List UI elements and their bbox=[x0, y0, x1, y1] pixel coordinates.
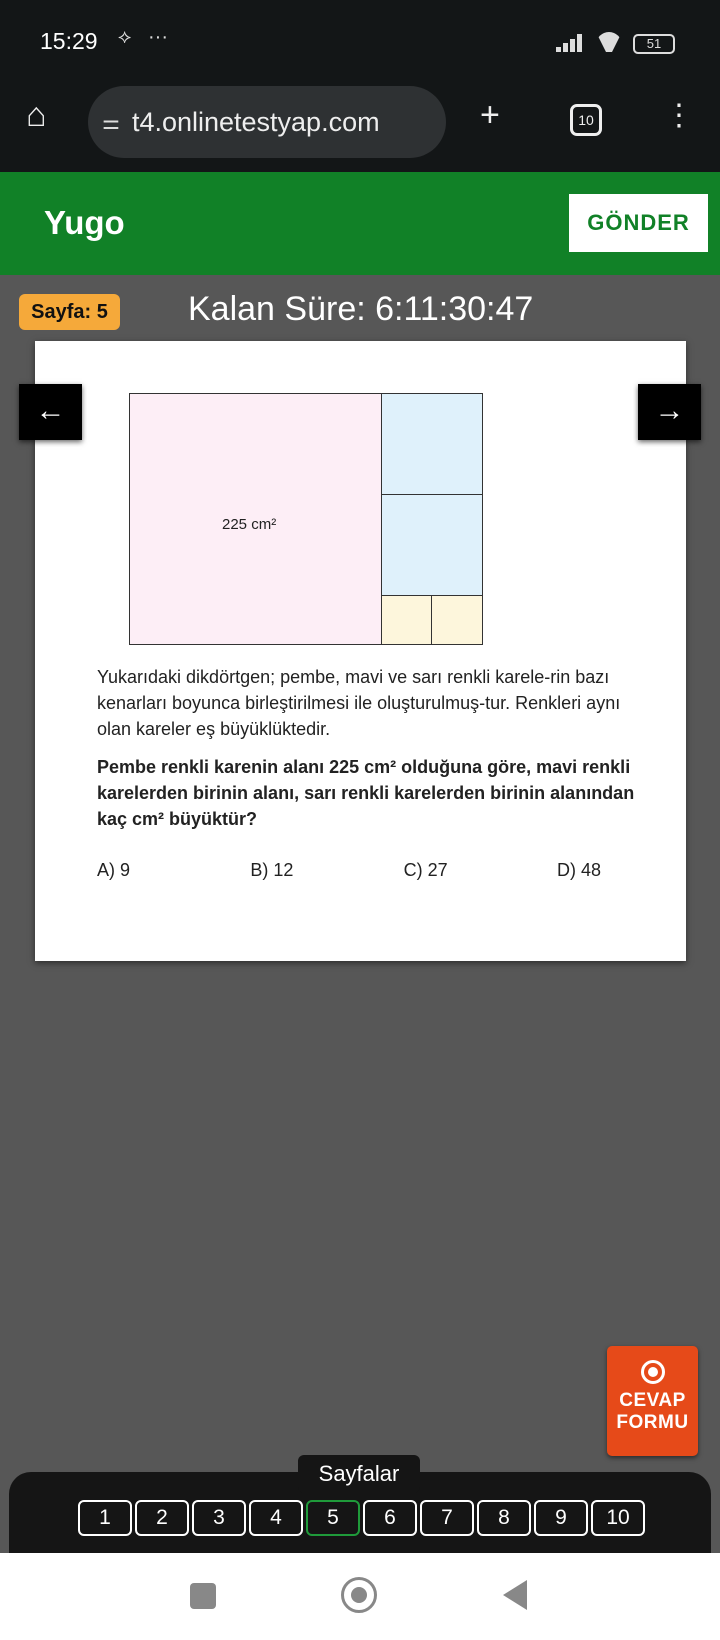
question-text: Yukarıdaki dikdörtgen; pembe, mavi ve sarı renkli karele-rin bazı kenarları boyunca birleştirilmesi ile oluşturulmuş-tur. Renkleri aynı olan kareler eş büyüklüktedir. bbox=[97, 667, 621, 739]
clock: 15:29 bbox=[40, 28, 98, 54]
address-bar[interactable] bbox=[88, 86, 446, 158]
previous-page-button[interactable] bbox=[19, 384, 82, 440]
page-button-1[interactable]: 1 bbox=[78, 1500, 132, 1536]
new-tab-icon[interactable]: + bbox=[480, 96, 500, 134]
page-button-3[interactable]: 3 bbox=[192, 1500, 246, 1536]
page-button-2[interactable]: 2 bbox=[135, 1500, 189, 1536]
wifi-icon bbox=[596, 32, 622, 52]
question-body bbox=[97, 664, 645, 881]
arrow-left-icon: ← bbox=[35, 394, 66, 427]
page-buttons bbox=[78, 1500, 645, 1536]
option-c[interactable]: C) 27 bbox=[403, 860, 448, 880]
home-nav-icon[interactable] bbox=[341, 1577, 377, 1613]
home-icon[interactable]: ⌂ bbox=[26, 96, 47, 134]
question-prompt: Pembe renkli karenin alanı 225 cm² olduğuna göre, mavi renkli karelerden birinin alanı, sarı renkli karelerden birinin alanından kaç cm² büyüktür? bbox=[97, 757, 635, 829]
back-icon[interactable] bbox=[503, 1580, 527, 1610]
location-icon: ⟡ bbox=[118, 26, 132, 48]
url-text: t4.onlinetestyap.com bbox=[131, 106, 380, 137]
status-bar bbox=[0, 0, 720, 86]
site-settings-icon[interactable]: ⚌ bbox=[102, 111, 120, 134]
user-name: Yugo bbox=[44, 204, 125, 241]
page-button-9[interactable]: 9 bbox=[534, 1500, 588, 1536]
radio-icon bbox=[641, 1360, 665, 1384]
option-d[interactable]: D) 48 bbox=[556, 860, 601, 880]
fab-label-2: FORMU bbox=[616, 1412, 689, 1433]
signal-icon bbox=[556, 34, 586, 52]
page-button-10[interactable]: 10 bbox=[591, 1500, 645, 1536]
pink-square bbox=[129, 393, 382, 645]
next-page-button[interactable] bbox=[638, 384, 701, 440]
tab-switcher-button[interactable]: 10 bbox=[570, 104, 602, 136]
page-button-5[interactable]: 5 bbox=[306, 1500, 360, 1536]
battery-icon: 51 bbox=[633, 34, 675, 54]
blue-square bbox=[381, 494, 483, 596]
send-button[interactable]: GÖNDER bbox=[569, 194, 708, 252]
more-notifications-icon: ··· bbox=[148, 26, 168, 48]
system-nav-bar bbox=[0, 1553, 720, 1640]
browser-toolbar bbox=[0, 86, 720, 172]
page-button-8[interactable]: 8 bbox=[477, 1500, 531, 1536]
arrow-right-icon: → bbox=[654, 394, 685, 427]
page-button-4[interactable]: 4 bbox=[249, 1500, 303, 1536]
yellow-square bbox=[431, 595, 483, 645]
page-button-6[interactable]: 6 bbox=[363, 1500, 417, 1536]
remaining-time: Kalan Süre: 6:11:30:47 bbox=[188, 290, 534, 328]
recents-icon[interactable] bbox=[190, 1583, 216, 1609]
figure-label: 225 cm² bbox=[222, 516, 277, 533]
pages-label: Sayfalar bbox=[298, 1455, 420, 1493]
page-badge: Sayfa: 5 bbox=[19, 294, 120, 330]
option-a[interactable]: A) 9 bbox=[97, 860, 131, 880]
answer-options bbox=[97, 860, 617, 881]
answer-form-button[interactable] bbox=[607, 1346, 698, 1456]
option-b[interactable]: B) 12 bbox=[250, 860, 294, 880]
yellow-square bbox=[381, 595, 432, 645]
page-button-7[interactable]: 7 bbox=[420, 1500, 474, 1536]
fab-label-1: CEVAP bbox=[619, 1390, 686, 1411]
menu-icon[interactable]: ⋮ bbox=[664, 99, 694, 132]
app-header bbox=[0, 172, 720, 275]
blue-square bbox=[381, 393, 483, 495]
